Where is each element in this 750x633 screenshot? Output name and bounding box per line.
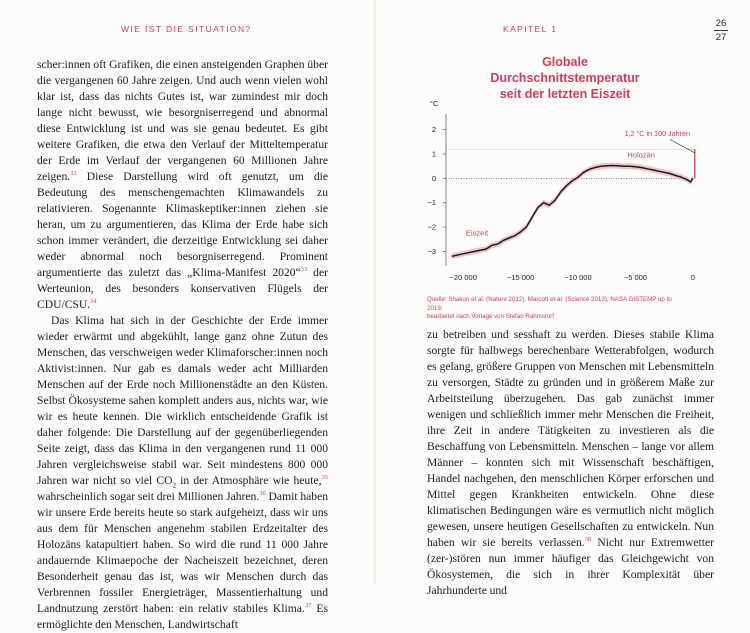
text-run: der Werteunion, des besonders konservativen Flügels der CDU/CSU. <box>37 266 328 311</box>
text-run: Es ermöglichte den Menschen, Landwirtschaft <box>37 602 328 631</box>
text-run: in der Atmosphäre wie heute, <box>176 474 322 487</box>
page-number-right: 27 <box>715 32 727 43</box>
annotation-holozaen: Holozän <box>627 150 655 160</box>
left-running-head: WIE IST DIE SITUATION? <box>121 24 252 34</box>
y-axis-label: °C <box>430 99 439 108</box>
x-tick-label: −5 000 <box>623 273 647 282</box>
x-tick-label: 0 <box>690 273 695 282</box>
temperature-chart <box>418 96 718 288</box>
footnote-marker: 35 <box>321 474 328 482</box>
footnote-marker: 37 <box>304 602 312 610</box>
right-running-head: KAPITEL 1 <box>503 24 558 34</box>
x-tick-label: −10 000 <box>564 273 592 282</box>
y-tick-label: −1 <box>427 198 436 208</box>
footnote-marker: 38 <box>584 536 592 544</box>
footnote-marker: 32 <box>70 170 77 178</box>
footnote-marker: 34 <box>90 298 97 306</box>
source-line-1: Quelle: Shakun et al. (Nature 2012), Marcott et al. (Science 2013), NASA GISTEMP up to 2019; <box>427 296 672 312</box>
text-run: Das Klima hat sich in der Geschichte der Erde immer wieder erwärmt und abgekühlt, lange ganz ohne Zutun des Menschen, das verschweigen weder Klimaforscher:innen noch Aktivist:innen. Nur gab es damals weder acht Milliarden Menschen auf der Erde noch Millionenstädte an den Küsten. Selbst Ökosysteme sahen komplett anders aus, nichts war, wie wir es heute kennen. Die wirklich entscheidende Grafik ist daher folgende: Die Darstellung auf der gegenüberliegenden Seite zeigt, dass das Klima in den vergangenen rund 11 000 Jahren vergleichsweise stabil war. Seit mindestens 800 000 Jahren war nicht so viel CO <box>37 314 328 487</box>
x-tick-label: −20 000 <box>449 273 477 282</box>
page-number-left: 26 <box>715 18 727 29</box>
annotation-projection: 1,2 °C in 100 Jahren <box>624 128 690 138</box>
y-tick-label: −3 <box>427 246 436 256</box>
chart-title <box>470 54 660 102</box>
text-run: Damit haben wir unsere Erde bereits heute so stark aufgeheizt, dass wir uns aus dem für Menschen angenehm stabilen Erdzeitalter des Holozäns katapultiert haben. So wird die rund 11 000 Jahre andauernde Klimaepoche der Nacheiszeit bezeichnet, deren Besonderheit genau das ist, was wir Menschen durch das Verbrennen fossiler Energieträger, Massentierhaltung und Landnutzung zerstört haben: ein relativ stabiles Klima. <box>37 490 329 615</box>
text-run: wahrscheinlich sogar seit drei Millionen Jahren. <box>37 490 260 503</box>
left-text-column <box>37 57 328 633</box>
text-run: Diese Darstellung wird oft genutzt, um die Bedeutung des menschengemachten Klimawandels zu relativieren. Sogenannte Klimaskeptiker:innen ziehen sie heran, um zu argumentieren, das Klima der Erde habe sich schon immer verändert, die derzeitige Entwicklung sei daher weder abnormal noch besorgniserregend. Prominent argumentierte das zuletzt das „Klima-Manifest 2020“ <box>37 170 328 279</box>
annotation-eiszeit: Eiszeit <box>466 228 489 238</box>
x-tick-label: −15 000 <box>506 273 535 282</box>
paragraph <box>427 327 714 599</box>
text-run: Nicht nur Extremwetter (zer-)stören nun immer häufiger das Gleichgewicht von Ökosystemen, die sich in ihrer Komplexität über Jahrhunderte und <box>427 536 715 597</box>
footnote-marker: 36 <box>259 490 266 498</box>
y-tick-label: 1 <box>431 149 436 159</box>
text-run: zu betreiben und sesshaft zu werden. Dieses stabile Klima sorgte für halbwegs berechenbare Wetterabfolgen, wodurch es gelang, größere Gruppen von Menschen mit Lebensmitteln zu versorgen, Städte zu gründen und in größerem Maße zur Arbeitsteilung überzugehen. Das gab zunächst immer wenigen und schließlich immer mehr Menschen die Freiheit, ihre Zeit in andere Tätigkeiten zu investieren als die Beschaffung von Lebensmitteln. Menschen – lange vor allem Männer – konnten sich mit Wissenschaft beschäftigen, Handel nachgehen, den menschlichen Körper erforschen und Mittel gegen Krankheiten entwickeln. Ohne diese klimatischen Bedingungen wäre es vermutlich nicht möglich gewesen, unsere heutigen Gesellschaften zu entwickeln. Nun haben wir sie bereits verlassen. <box>427 328 714 549</box>
y-tick-label: 2 <box>431 125 436 135</box>
y-tick-label: −2 <box>427 222 436 232</box>
annotation-pointer <box>670 139 695 152</box>
uncertainty-band <box>452 163 693 260</box>
chart-source <box>427 296 687 322</box>
chart-title-line-1: Globale Durchschnittstemperatur <box>490 55 640 85</box>
subscript: 2 <box>172 481 177 490</box>
source-line-2: bearbeitet nach Vorlage von Stefan Rahmstorf <box>427 313 554 320</box>
text-run: scher:innen oft Grafiken, die einen ansteigenden Graphen über die vergangenen 60 Jahre zeigen. Und auch wenn vielen wohl klar ist, dass das nichts Gutes ist, war zumindest mir doch lange nicht bewusst, wie besorgniserregend und abnormal diese Entwicklung ist und was sie genau bedeutet. Es gibt weitere Grafiken, die etwa den Verlauf der Mitteltemperatur der Erde im Verlauf der vergangenen 60 Millionen Jahre zeigen. <box>37 58 328 183</box>
paragraph <box>37 57 328 313</box>
book-gutter <box>374 0 376 583</box>
y-tick-label: 0 <box>431 173 436 183</box>
footnote-marker: 33 <box>300 266 308 274</box>
page-numbers <box>714 17 728 44</box>
right-text-column <box>427 327 714 599</box>
chart-title-line-2: seit der letzten Eiszeit <box>499 87 631 101</box>
paragraph <box>37 313 328 633</box>
